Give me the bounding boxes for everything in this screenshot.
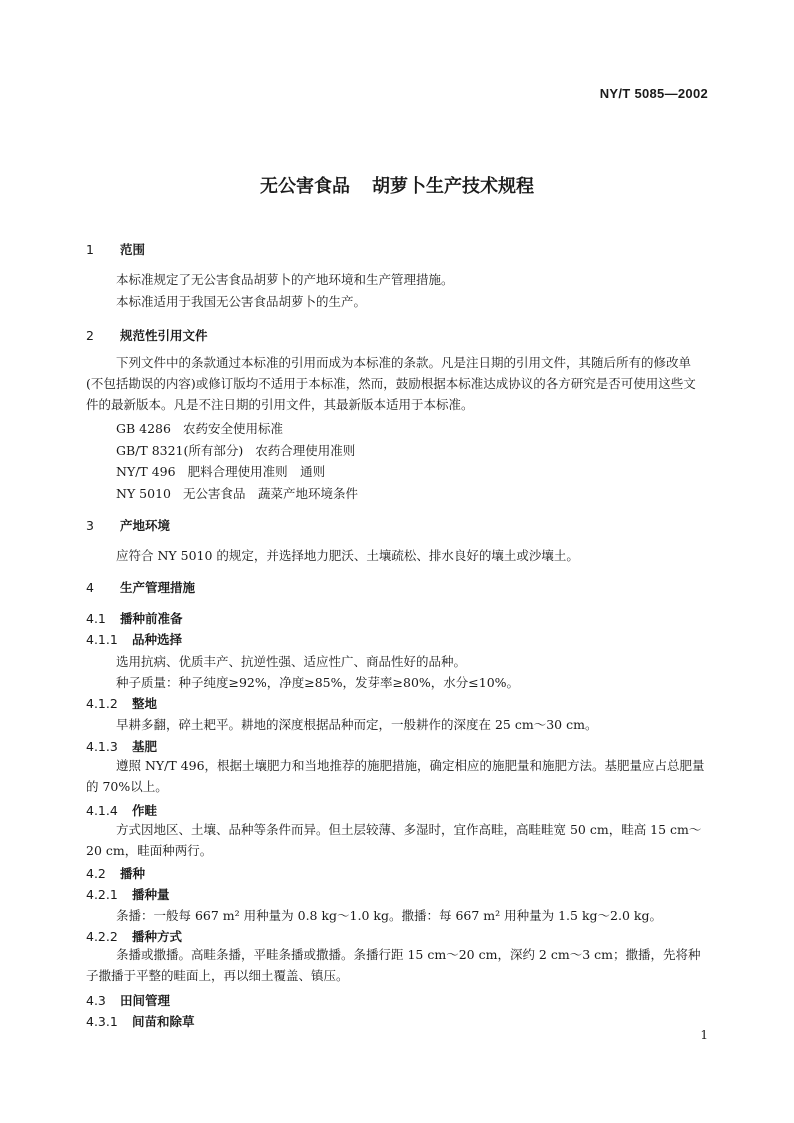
subsection-4-1-1-paragraph-2: 种子质量：种子纯度≥92%，净度≥85%，发芽率≥80%，水分≤10%。: [116, 675, 520, 690]
section-4-heading: [86, 578, 195, 596]
section-title: 品种选择: [132, 632, 183, 647]
reference-item: [116, 484, 358, 502]
reference-code: GB 4286: [116, 421, 171, 436]
section-3-heading: [86, 516, 170, 534]
section-number: 2: [86, 328, 94, 343]
section-title: 播种前准备: [120, 611, 183, 626]
section-number: 4.2: [86, 866, 106, 881]
reference-name: 无公害食品 蔬菜产地环境条件: [182, 486, 358, 501]
section-number: 4.1.4: [86, 803, 118, 818]
subsection-4-1-3-heading: [86, 737, 157, 755]
reference-code: GB/T 8321(所有部分): [116, 443, 244, 458]
section-title: 田间管理: [120, 993, 171, 1008]
section-1-paragraph-1: 本标准规定了无公害食品胡萝卜的产地环境和生产管理措施。: [116, 272, 454, 287]
reference-code: NY/T 496: [116, 464, 176, 479]
section-number: 4.1.1: [86, 632, 118, 647]
reference-item: [116, 419, 283, 437]
title-part-1: 无公害食品: [260, 176, 350, 197]
section-number: 4.1.3: [86, 739, 118, 754]
section-number: 3: [86, 518, 94, 533]
reference-code: NY 5010: [116, 486, 171, 501]
subsection-4-1-1-paragraph-1: 选用抗病、优质丰产、抗逆性强、适应性广、商品性好的品种。: [116, 654, 467, 669]
section-title: 整地: [132, 696, 158, 711]
subsection-4-1-1-heading: [86, 630, 182, 648]
section-title: 规范性引用文件: [120, 328, 208, 343]
reference-item: [116, 462, 325, 480]
reference-name: 肥料合理使用准则 通则: [187, 464, 326, 479]
subsection-4-1-2-heading: [86, 694, 157, 712]
section-3-paragraph: 应符合 NY 5010 的规定，并选择地力肥沃、土壤疏松、排水良好的壤土或沙壤土。: [116, 548, 579, 563]
subsection-4-2-1-paragraph: 条播：一般每 667 m² 用种量为 0.8 kg～1.0 kg。撒播：每 667 m² 用种量为 1.5 kg～2.0 kg。: [116, 908, 662, 923]
section-title: 基肥: [132, 739, 158, 754]
subsection-4-2-2-heading: [86, 927, 182, 945]
subsection-4-3-heading: [86, 991, 170, 1009]
reference-item: [116, 441, 355, 459]
section-1-heading: [86, 240, 145, 258]
subsection-4-2-heading: [86, 864, 145, 882]
subsection-4-1-heading: [86, 609, 183, 627]
subsection-4-2-2-paragraph: 条播或撒播。高畦条播，平畦条播或撒播。条播行距 15 cm～20 cm，深约 2 cm～3 cm；撒播，先将种子撒播于平整的畦面上，再以细土覆盖、镇压。: [86, 947, 701, 983]
section-title: 产地环境: [120, 518, 171, 533]
section-number: 1: [86, 242, 94, 257]
subsection-4-2-1-heading: [86, 885, 170, 903]
section-2-paragraph: 下列文件中的条款通过本标准的引用而成为本标准的条款。凡是注日期的引用文件，其随后所有的修改单(不包括勘误的内容)或修订版均不适用于本标准，然而，鼓励根据本标准达成协议的各方研究是否可使用这些文件的最新版本。凡是不注日期的引用文件，其最新版本适用于本标准。: [86, 355, 696, 412]
section-2-heading: [86, 326, 208, 344]
subsection-4-3-1-heading: [86, 1012, 195, 1030]
page-number: 1: [700, 1028, 708, 1042]
section-number: 4.2.1: [86, 887, 118, 902]
title-part-2: 胡萝卜生产技术规程: [372, 176, 534, 197]
section-title: 播种方式: [132, 929, 183, 944]
section-title: 作畦: [132, 803, 158, 818]
subsection-4-1-4-heading: [86, 801, 157, 819]
section-1-paragraph-2: 本标准适用于我国无公害食品胡萝卜的生产。: [116, 294, 367, 309]
section-title: 间苗和除草: [132, 1014, 195, 1029]
page-title: [0, 172, 794, 198]
section-number: 4.3.1: [86, 1014, 118, 1029]
section-number: 4.2.2: [86, 929, 118, 944]
reference-name: 农药安全使用标准: [182, 421, 283, 436]
section-number: 4.3: [86, 993, 106, 1008]
section-title: 播种: [120, 866, 146, 881]
standard-code: NY/T 5085—2002: [599, 86, 708, 101]
subsection-4-1-2-paragraph: 早耕多翻，碎土耙平。耕地的深度根据品种而定，一般耕作的深度在 25 cm～30 cm。: [116, 717, 598, 732]
section-title: 播种量: [132, 887, 170, 902]
section-title: 生产管理措施: [120, 580, 196, 595]
reference-name: 农药合理使用准则: [255, 443, 356, 458]
section-number: 4: [86, 580, 94, 595]
section-title: 范围: [120, 242, 146, 257]
section-number: 4.1.2: [86, 696, 118, 711]
subsection-4-1-4-paragraph: 方式因地区、土壤、品种等条件而异。但土层较薄、多湿时，宜作高畦，高畦畦宽 50 cm，畦高 15 cm～20 cm，畦面种两行。: [86, 822, 702, 858]
subsection-4-1-3-paragraph: 遵照 NY/T 496，根据土壤肥力和当地推荐的施肥措施，确定相应的施肥量和施肥方法。基肥量应占总肥量的 70%以上。: [86, 758, 705, 794]
section-number: 4.1: [86, 611, 106, 626]
